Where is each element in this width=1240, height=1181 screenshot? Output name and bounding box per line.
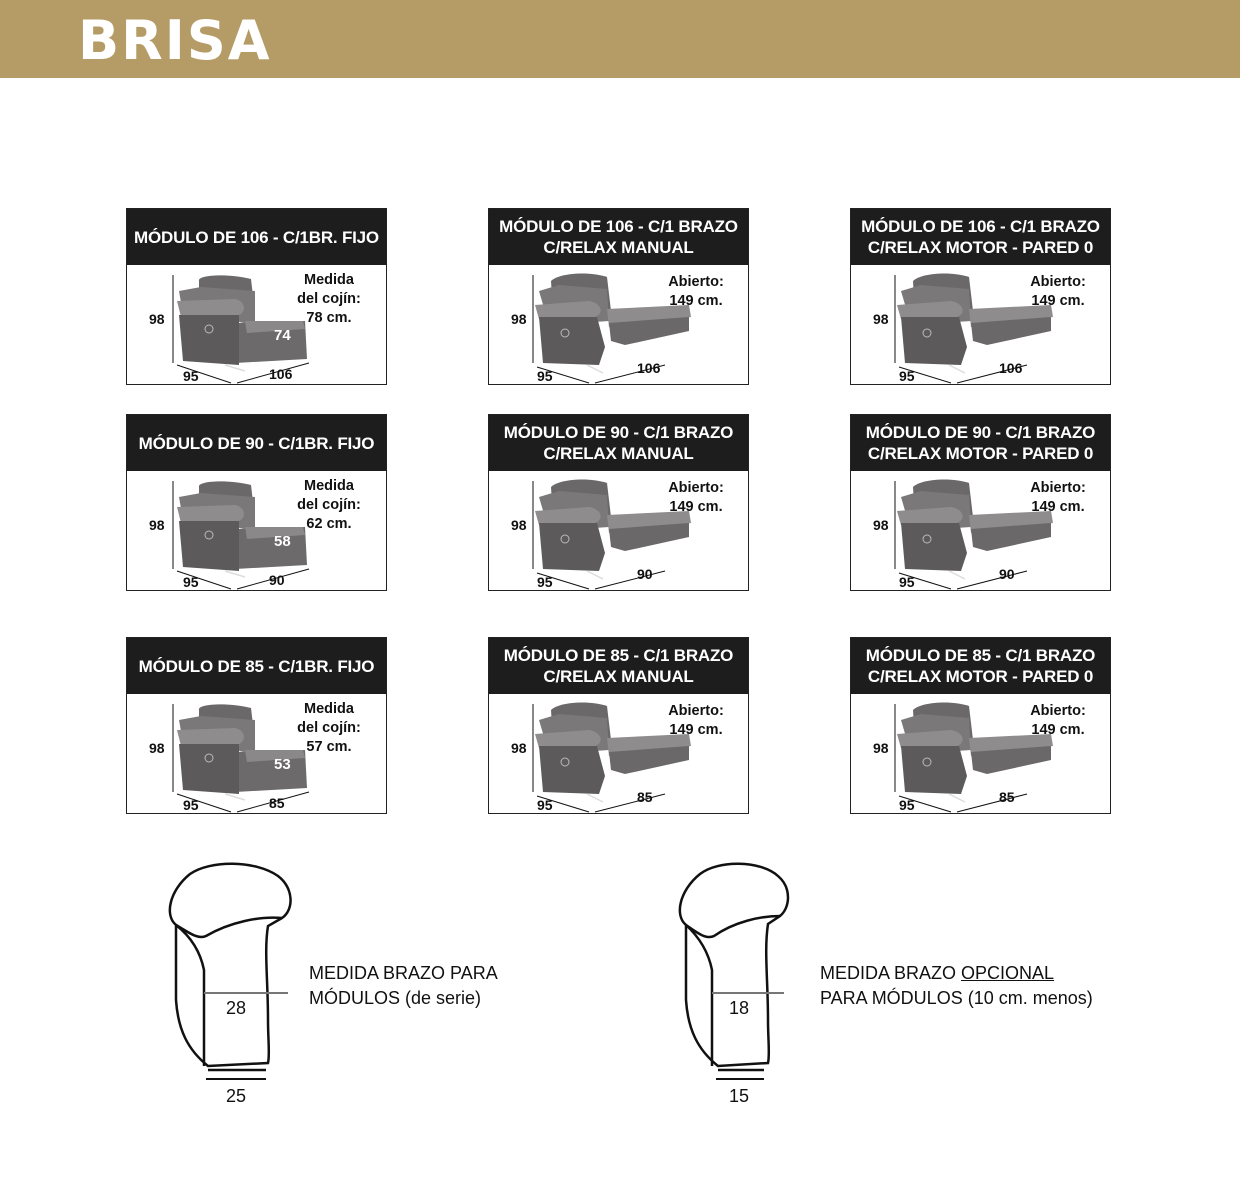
height-dimension: 98 (511, 517, 527, 533)
height-dimension: 98 (873, 740, 889, 756)
module-body (127, 694, 386, 813)
width-dimension: 85 (269, 795, 285, 811)
width-dimension: 106 (999, 360, 1023, 376)
depth-dimension: 95 (537, 574, 553, 590)
module-body (489, 694, 748, 813)
width-dimension: 85 (637, 789, 653, 805)
arm-standard-base: 25 (226, 1086, 247, 1106)
cushion-note: Medida del cojín: 62 cm. (297, 478, 361, 532)
width-dimension: 106 (269, 366, 293, 382)
height-dimension: 98 (873, 311, 889, 327)
arm-optional-drawing (672, 860, 802, 1090)
seat-width-dimension: 74 (274, 327, 291, 344)
module-body (851, 471, 1110, 590)
height-dimension: 98 (149, 517, 165, 533)
open-length-note: Abierto: 149 cm. (668, 703, 724, 738)
height-dimension: 98 (149, 740, 165, 756)
module-card (488, 414, 749, 591)
depth-dimension: 95 (537, 797, 553, 813)
open-length-note: Abierto: 149 cm. (1030, 703, 1086, 738)
arm-optional-inner: 18 (729, 998, 750, 1018)
module-body (489, 471, 748, 590)
module-title: MÓDULO DE 106 - C/1BR. FIJO (127, 209, 386, 265)
open-length-note: Abierto: 149 cm. (668, 480, 724, 515)
module-title: MÓDULO DE 90 - C/1 BRAZO C/RELAX MOTOR - PARED 0 (851, 415, 1110, 471)
module-body (127, 471, 386, 590)
module-title: MÓDULO DE 85 - C/1BR. FIJO (127, 638, 386, 694)
arm-standard-drawing (160, 860, 300, 1090)
module-title: MÓDULO DE 90 - C/1BR. FIJO (127, 415, 386, 471)
arm-optional-base: 15 (729, 1086, 750, 1106)
module-card (126, 414, 387, 591)
height-dimension: 98 (511, 740, 527, 756)
page-header (0, 0, 1240, 78)
depth-dimension: 95 (899, 574, 915, 590)
seat-width-dimension: 58 (274, 533, 291, 550)
width-dimension: 90 (637, 566, 653, 582)
depth-dimension: 95 (183, 797, 199, 813)
module-card (850, 208, 1111, 385)
module-title: MÓDULO DE 85 - C/1 BRAZO C/RELAX MOTOR - PARED 0 (851, 638, 1110, 694)
module-card (850, 414, 1111, 591)
module-title: MÓDULO DE 90 - C/1 BRAZO C/RELAX MANUAL (489, 415, 748, 471)
module-body (127, 265, 386, 384)
module-card (126, 637, 387, 814)
cushion-note: Medida del cojín: 57 cm. (297, 701, 361, 755)
height-dimension: 98 (511, 311, 527, 327)
module-title: MÓDULO DE 85 - C/1 BRAZO C/RELAX MANUAL (489, 638, 748, 694)
module-body (851, 694, 1110, 813)
seat-width-dimension: 53 (274, 756, 291, 773)
arm-standard-label: MEDIDA BRAZO PARA MÓDULOS (de serie) (309, 963, 498, 1008)
module-title: MÓDULO DE 106 - C/1 BRAZO C/RELAX MOTOR - PARED 0 (851, 209, 1110, 265)
page-title: BRISA (78, 9, 272, 72)
depth-dimension: 95 (183, 368, 199, 384)
module-card (488, 208, 749, 385)
depth-dimension: 95 (537, 368, 553, 384)
width-dimension: 90 (269, 572, 285, 588)
width-dimension: 106 (637, 360, 661, 376)
depth-dimension: 95 (899, 368, 915, 384)
width-dimension: 90 (999, 566, 1015, 582)
open-length-note: Abierto: 149 cm. (1030, 274, 1086, 309)
width-dimension: 85 (999, 789, 1015, 805)
depth-dimension: 95 (183, 574, 199, 590)
cushion-note: Medida del cojín: 78 cm. (297, 272, 361, 326)
module-card (850, 637, 1111, 814)
arm-optional-label: MEDIDA BRAZO OPCIONAL PARA MÓDULOS (10 cm. menos) (820, 963, 1093, 1008)
module-title: MÓDULO DE 106 - C/1 BRAZO C/RELAX MANUAL (489, 209, 748, 265)
depth-dimension: 95 (899, 797, 915, 813)
open-length-note: Abierto: 149 cm. (668, 274, 724, 309)
open-length-note: Abierto: 149 cm. (1030, 480, 1086, 515)
height-dimension: 98 (873, 517, 889, 533)
module-body (851, 265, 1110, 384)
module-card (126, 208, 387, 385)
module-body (489, 265, 748, 384)
arm-standard-inner: 28 (226, 998, 247, 1018)
height-dimension: 98 (149, 311, 165, 327)
module-card (488, 637, 749, 814)
